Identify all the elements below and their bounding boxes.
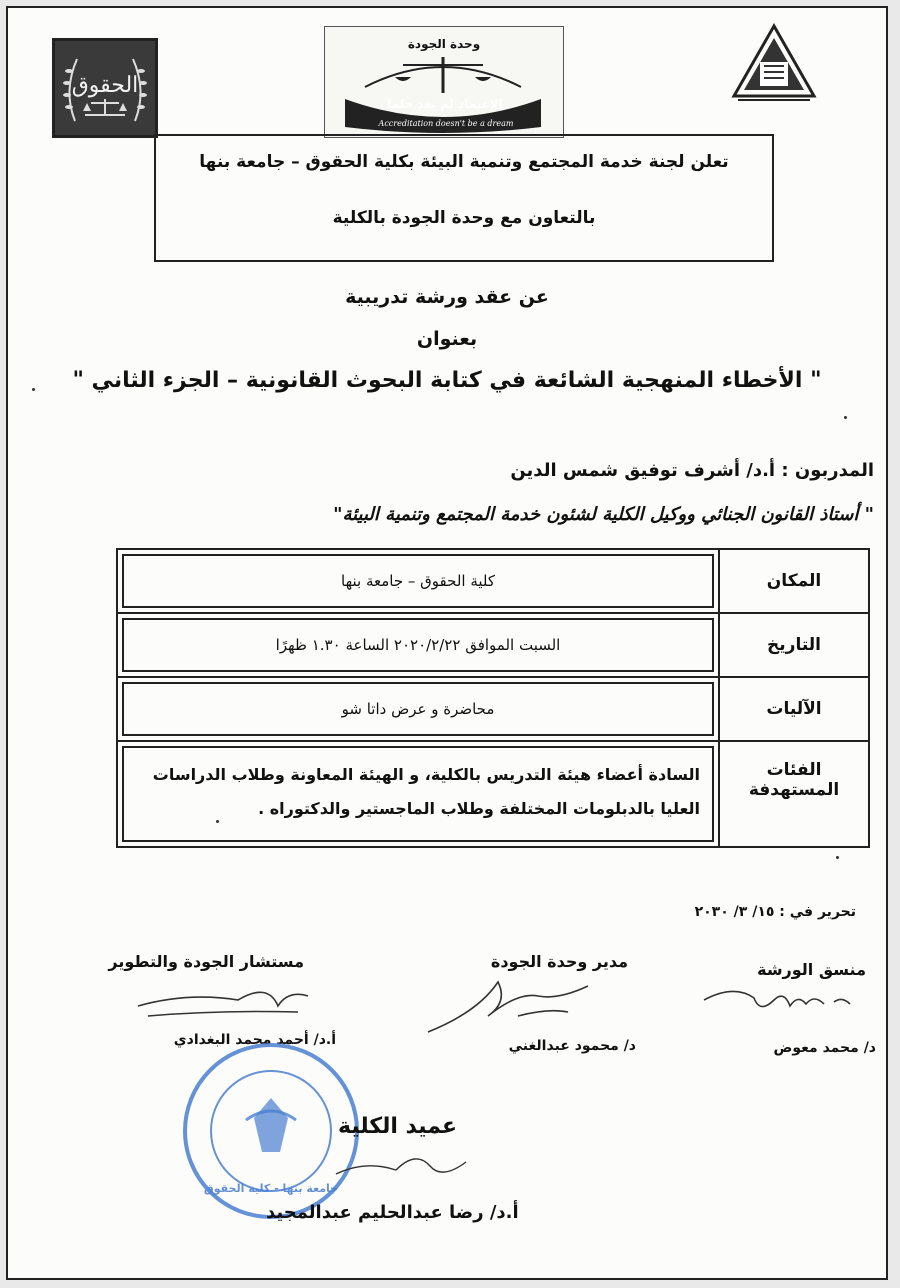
row-label: الفئات المستهدفة: [719, 741, 869, 847]
scan-speck: [32, 388, 35, 391]
trainer-role: " أستاذ القانون الجنائي ووكيل الكلية لشئون خدمة المجتمع وتنمية البيئة": [333, 504, 874, 525]
quality-director-name: د/ محمود عبدالغني: [508, 1038, 636, 1054]
trainers-line: المدربون : أ.د/ أشرف توفيق شمس الدين: [510, 460, 874, 481]
details-table: [116, 548, 870, 848]
row-value: كلية الحقوق – جامعة بنها: [122, 554, 714, 608]
issue-date: تحرير في : ١٥/ ٣/ ٢٠٣٠: [694, 904, 856, 920]
signature-quality-advisor: [128, 976, 328, 1028]
row-cell: [117, 613, 719, 677]
coordinator-name: د/ محمد معوض: [773, 1040, 876, 1056]
document-page: [6, 6, 888, 1280]
quality-unit-text: وحدة الجودة: [407, 37, 481, 51]
table-row: [117, 741, 869, 847]
row-value: السبت الموافق ٢٠٢٠/٢/٢٢ الساعة ١.٣٠ ظهرًا: [122, 618, 714, 672]
scan-speck: [836, 856, 839, 859]
dean-name: أ.د/ رضا عبدالحليم عبدالمجيد: [266, 1202, 519, 1223]
table-row: [117, 613, 869, 677]
workshop-titled: بعنوان: [416, 328, 478, 350]
row-cell: [117, 741, 719, 847]
quality-unit-logo: [324, 26, 564, 138]
official-stamp: [180, 1042, 362, 1220]
row-label: المكان: [719, 549, 869, 613]
row-label: الآليات: [719, 677, 869, 741]
announcement-box: [154, 134, 774, 262]
quality-advisor-name: أ.د/ أحمد محمد البغدادي: [173, 1032, 336, 1048]
row-label: التاريخ: [719, 613, 869, 677]
scan-speck: [216, 820, 219, 823]
row-cell: [117, 549, 719, 613]
dean-title: عميد الكلية: [338, 1114, 458, 1139]
announcement-line-1: تعلن لجنة خدمة المجتمع وتنمية البيئة بكلية الحقوق – جامعة بنها: [199, 152, 729, 172]
scan-speck: [844, 416, 847, 419]
table-row: [117, 677, 869, 741]
workshop-title: " الأخطاء المنهجية الشائعة في كتابة البحوث القانونية – الجزء الثاني ": [72, 368, 822, 393]
faculty-logo: [52, 38, 158, 138]
university-logo: [730, 22, 818, 104]
quality-slogan-en: Accreditation doesn't be a dream: [378, 119, 514, 128]
quality-advisor-title: مستشار الجودة والتطوير: [108, 952, 304, 971]
row-value: السادة أعضاء هيئة التدريس بالكلية، و الهيئة المعاونة وطلاب الدراسات العليا بالدبلومات المختلفة وطلاب الماجستير والدكتوراه .: [122, 746, 714, 842]
row-cell: [117, 677, 719, 741]
quality-slogan-ar: الإعتماد لم يعد حلما: [387, 97, 503, 111]
stamp-text: جامعة بنها - كلية الحقوق: [203, 1182, 339, 1195]
pyramid-icon: [730, 22, 818, 104]
faculty-logo-text: الحقوق: [71, 73, 139, 98]
signature-dean: [326, 1140, 476, 1190]
workshop-intro: عن عقد ورشة تدريبية: [345, 286, 549, 308]
coordinator-title: منسق الورشة: [757, 960, 866, 979]
signature-coordinator: [694, 980, 864, 1024]
table-row: [117, 549, 869, 613]
signature-quality-director: [418, 972, 608, 1042]
announcement-line-2: بالتعاون مع وحدة الجودة بالكلية: [332, 208, 596, 228]
row-value: محاضرة و عرض داتا شو: [122, 682, 714, 736]
quality-director-title: مدير وحدة الجودة: [490, 952, 628, 971]
